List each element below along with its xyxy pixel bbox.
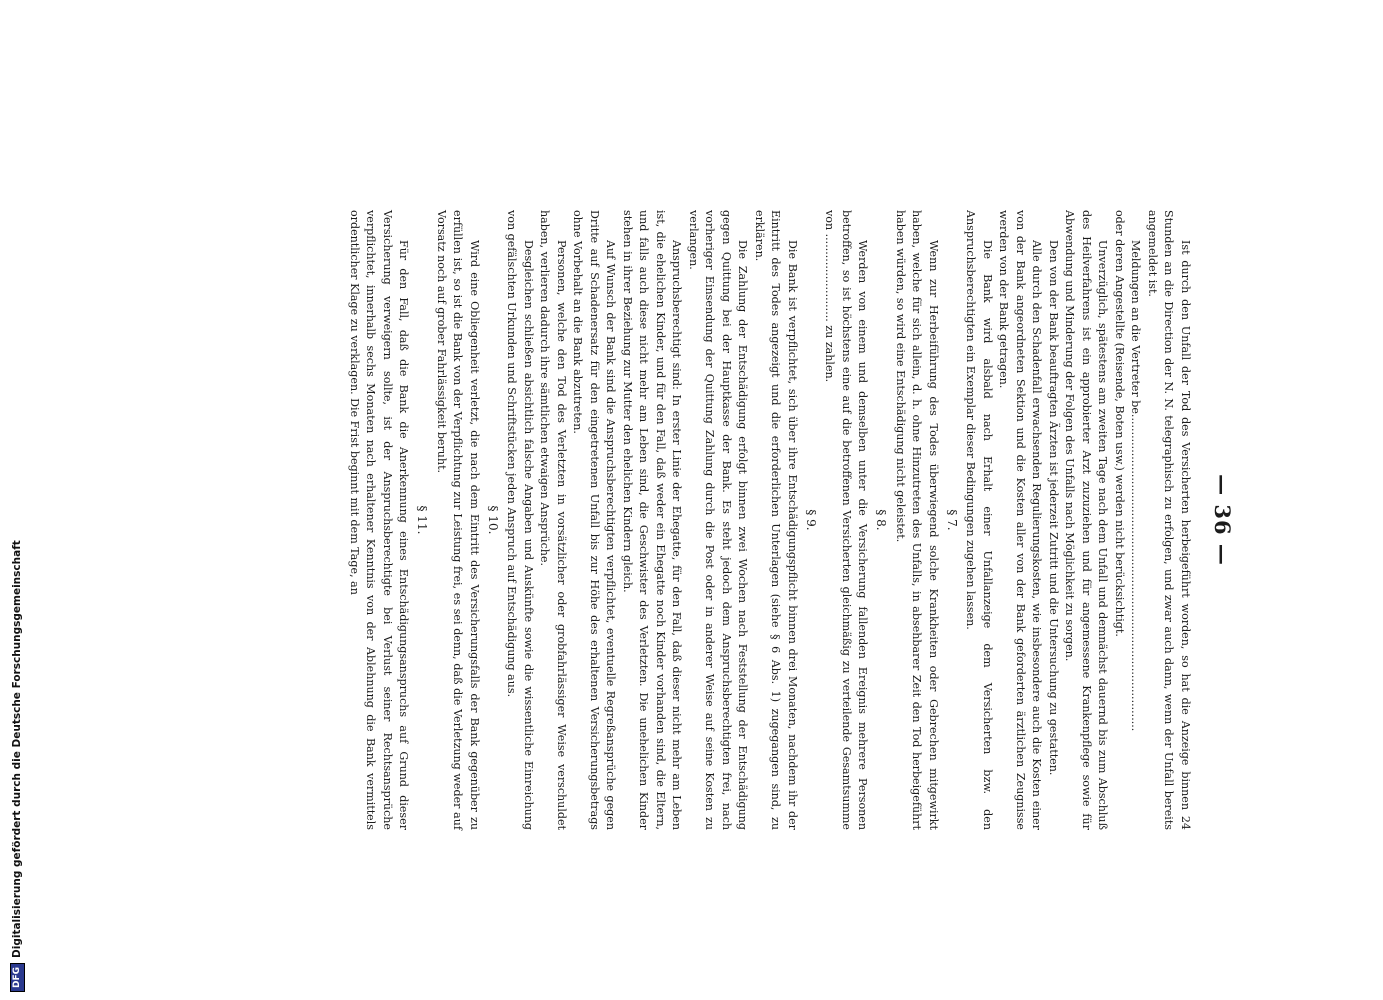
paragraph: Für den Fall, daß die Bank die Anerkennung eines Entschädigungsanspruchs auf Grund dieser Versicherung verweigern sollte, ist der Anspruchsberechtigte bei Verlust seiner Rechtsansprüche verpflichtet, innerhalb sechs Monaten nach erhaltener Kenntnis von der Ablehnung die Bank vermittels ordentlicher Klage zu verklagen. Die Frist beginnt mit dem Tage, an — [348, 210, 411, 830]
paragraph: Ist durch den Unfall der Tod des Versicherten herbeigeführt worden, so hat die Anzeige binnen 24 Stunden an die Direction der N. N. telegraphisch zu erfolgen, und zwar auch dann, wenn der Unfall bereits angemeldet ist. — [1146, 210, 1192, 830]
page-number: — 36 — — [1210, 474, 1235, 566]
paragraph: Desgleichen schließen absichtlich falsche Angaben und Auskünfte sowie die wissentliche Einreichung von gefälschten Urkunden und Schriftstücken jeden Anspruch auf Entschädigung aus. — [505, 210, 535, 830]
rotated-page — [140, 210, 1235, 830]
paragraph: Werden von einem und demselben unter die Versicherung fallenden Ereignis mehrere Personen betroffen, so ist höchstens eine auf die betroffenen Versicherten gleichmäßig zu verteilende Gesamtsumme von ......................... zu zahlen. — [823, 210, 870, 830]
dfg-logo: DFG — [10, 963, 25, 992]
paragraph: Meldungen an die Vertreter be.......................................................................................... — [1129, 240, 1143, 732]
paragraph: Alle durch den Schadenfall erwachsenden Regulierungskosten, wie insbesondere auch die Kosten einer von der Bank angeordneten Sektion und die Kosten aller von der Bank geforderten ärztlichen Zeugnisse werden von der Bank getragen. — [997, 210, 1044, 830]
paragraph: Anspruchsberechtigt sind: In erster Linie der Ehegatte, für den Fall, daß dieser nicht mehr am Leben ist, die ehelichen Kinder, und für den Fall, daß weder ein Ehegatte noch Kinder vorhanden sind, die Eltern, und falls auch diese nicht mehr am Leben sind, die Geschwister des Verletzten. Die unehelichen Kinder stehen in ihrer Beziehung zur Mutter den ehelichen Kindern gleich. — [621, 210, 684, 830]
page-body — [346, 210, 1194, 830]
paragraph: Unverzüglich, spätestens am zweiten Tage nach dem Unfall und demnächst dauernd bis zum Abschluß des Heilverfahrens ist ein approbierter Arzt zuzuziehen und für angemessene Krankenpflege sowie für Abwendung und Minderung der Folgen des Unfalls nach Möglichkeit zu sorgen. — [1063, 210, 1110, 830]
paragraph: Auf Wunsch der Bank sind die Anspruchsberechtigten verpflichtet, eventuelle Regreßansprüche gegen Dritte auf Schadenersatz für den eingetretenen Unfall bis zur Höhe des erhaltenen Versicherungsbetrags ohne Vorbehalt an die Bank abzutreten. — [571, 210, 618, 830]
section-heading: § 11. — [415, 505, 430, 535]
section-heading: § 7. — [945, 509, 959, 531]
paragraph: Personen, welche den Tod des Verletzten in vorsätzlicher oder grobfahrlässiger Weise verschuldet haben, verlieren dadurch ihre sämtlichen etwaigen Ansprüche. — [538, 210, 568, 830]
section-heading: § 9. — [804, 509, 818, 531]
paragraph: Wird eine Obliegenheit verletzt, die nach dem Eintritt des Versicherungsfalls der Bank gegenüber zu erfüllen ist, so ist die Bank von der Verpflichtung zur Leistung frei, es sei denn, daß die Verletzung weder auf Vorsatz noch auf grober Fahrlässigkeit beruht. — [435, 210, 481, 830]
footer-text: Digitalisierung gefördert durch die Deutsche Forschungsgemeinschaft — [11, 540, 23, 958]
paragraph: Die Bank wird alsbald nach Erhalt einer Unfallanzeige dem Versicherten bzw. den Anspruchsberechtigten ein Exemplar dieser Bedingungen zugehen lassen. — [964, 210, 994, 830]
paragraph: Den von der Bank beauftragten Ärzten ist jederzeit Zutritt und die Untersuchung zu gestatten. — [1047, 240, 1060, 776]
digitization-footer — [8, 540, 26, 992]
section-heading: § 10. — [486, 505, 500, 535]
paragraph: Die Bank ist verpflichtet, sich über ihre Entschädigungspflicht binnen drei Monaten, nachdem ihr der Eintritt des Todes angezeigt und die erforderlichen Unterlagen (siehe § 6 Abs. 1) zugegangen sind, zu erklären. — [753, 210, 799, 830]
paragraph: Die Zahlung der Entschädigung erfolgt binnen zwei Wochen nach Feststellung der Entschädigung gegen Quittung bei der Hauptkasse der Bank. Es steht jedoch dem Anspruchsberechtigten frei, nach vorheriger Einsendung der Quittung Zahlung durch die Post oder in anderer Weise auf seine Kosten zu verlangen. — [687, 210, 750, 830]
paragraph: Wenn zur Herbeiführung des Todes überwiegend solche Krankheiten oder Gebrechen mitgewirkt haben, welche für sich allein, d. h. ohne Hinzutreten des Unfalls, in absehbarer Zeit den Tod herbeigeführt haben würden, so wird eine Entschädigung nicht geleistet. — [894, 210, 940, 830]
paragraph: oder deren Angestellte (Reisende, Boten usw.) werden nicht berücksichtigt. — [1113, 210, 1126, 637]
section-heading: § 8. — [874, 509, 889, 531]
footer-line — [8, 540, 26, 992]
